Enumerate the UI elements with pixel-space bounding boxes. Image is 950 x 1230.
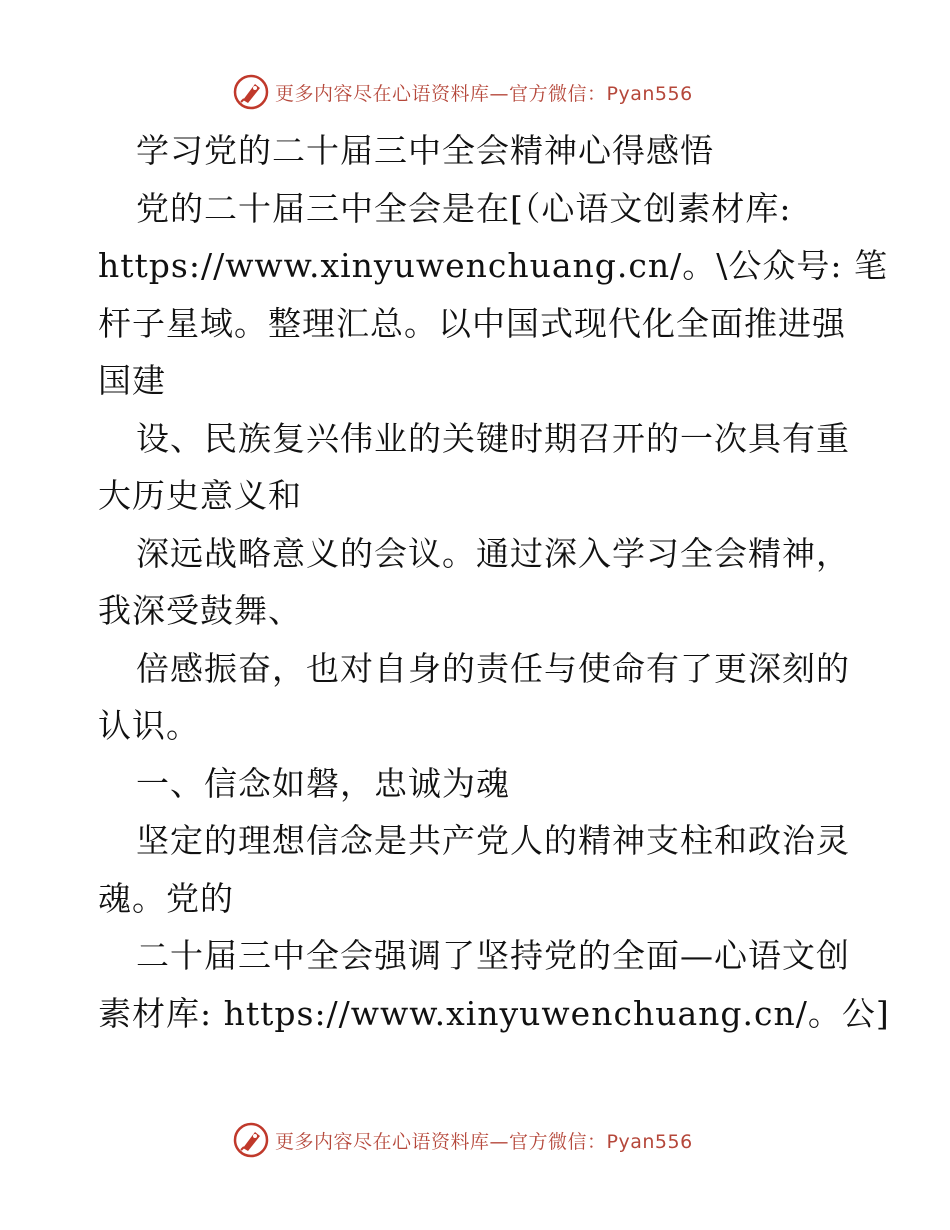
paragraph-line: 杆子星域。整理汇总。以中国式现代化全面推进强 [98, 303, 846, 343]
paragraph-line: 倍感振奋，也对自身的责任与使命有了更深刻的 [136, 648, 850, 688]
pen-nib-logo-icon [233, 1122, 269, 1158]
paragraph-line: 党的二十届三中全会是在[（心语文创素材库: [136, 188, 792, 228]
paragraph-line: 魂。党的 [98, 878, 234, 918]
paragraph-line: 素材库: https://www.xinyuwenchuang.cn/。公] [98, 993, 890, 1033]
section-heading: 一、信念如磐，忠诚为魂 [136, 763, 510, 803]
paragraph-line: 国建 [98, 361, 166, 400]
paragraph-line: 大历史意义和 [98, 476, 302, 515]
paragraph-line: 我深受鼓舞、 [98, 591, 302, 630]
paragraph-line: 二十届三中全会强调了坚持党的全面—心语文创 [136, 936, 850, 975]
paragraph-line: 坚定的理想信念是共产党人的精神支柱和政治灵 [136, 821, 850, 860]
paragraph-line: 深远战略意义的会议。通过深入学习全会精神， [136, 533, 850, 573]
paragraph-line: 认识。 [98, 706, 200, 745]
doc-title: 学习党的二十届三中全会精神心得感悟 [136, 131, 714, 170]
header-banner [233, 72, 753, 112]
header-promo-text: 更多内容尽在心语资料库—官方微信：Pyan556 [275, 82, 693, 105]
document-body [98, 122, 890, 1042]
footer-promo-text: 更多内容尽在心语资料库—官方微信：Pyan556 [275, 1130, 693, 1153]
pen-nib-logo-icon [233, 74, 269, 110]
footer-banner [233, 1120, 753, 1160]
paragraph-line: https://www.xinyuwenchuang.cn/。\公众号: 笔 [98, 246, 888, 285]
paragraph-line: 设、民族复兴伟业的关键时期召开的一次具有重 [136, 418, 850, 458]
